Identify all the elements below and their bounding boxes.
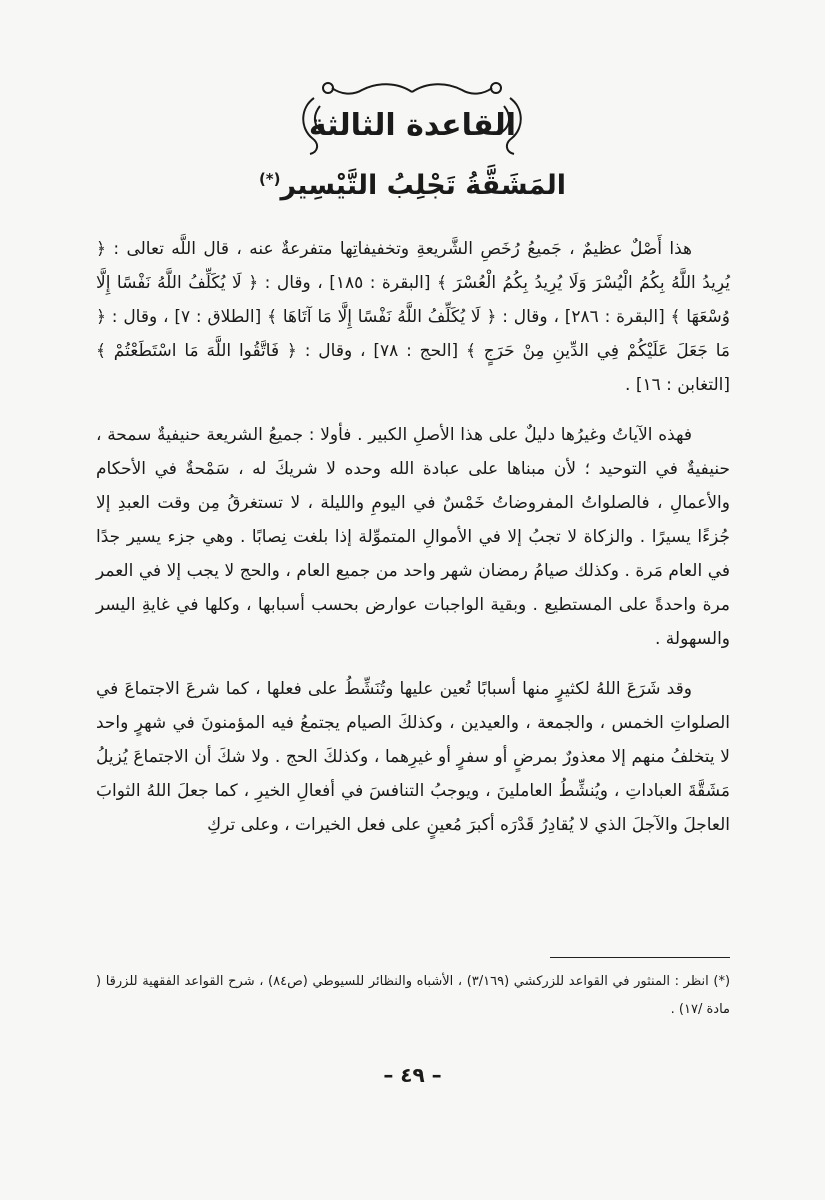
paragraph-3: وقد شَرَعَ اللهُ لكثيرٍ منها أسبابًا تُعين عليها وتُنَشِّطُ على فعلها ، كما شرعَ الاجتماعَ في الصلواتِ الخمس ، والجمعة ، والعيدين ، وكذلكَ الصيام يجتمعُ فيه المؤمنونَ في شهرٍ واحد لا يتخلفُ منهم إلا معذورٌ بمرضٍ أو سفرٍ أو غيرِهما ، وكذلكَ الحج . ولا شكَ أن الاجتماعَ يُزيلُ مَشَقَّةَ العباداتِ ، ويُنشِّطُ العاملينَ ، ويوجبُ التنافسَ في أفعالِ الخيرِ ، كما جعلَ اللهُ الثوابَ العاجلَ والآجلَ الذي لا يُقادِرُ قَدْرَه أكبرَ مُعينٍ على فعل الخيرات ، وعلى تركِ (96, 679, 730, 835)
footnote-marker: (*) (258, 170, 281, 188)
footnote-divider (550, 957, 730, 958)
body-text (96, 232, 730, 858)
footnote: (*) انظر : المنثور في القواعد للزركشي (٣/١٦٩) ، الأشباه والنظائر للسيوطي (ص٨٤) ، شرح القواعد الفقهية للزرقا ( مادة /١٧) . (96, 974, 731, 1017)
page-number: – ٤٩ – (383, 1063, 442, 1087)
paragraph-1: هذا أَصْلٌ عظيمٌ ، جَميعُ رُخَصِ الشَّريعةِ وتخفيفاتِها متفرعةٌ عنه ، قال اللَّه تعالى : ﴿ يُرِيدُ اللَّهُ بِكُمُ الْيُسْرَ وَلَا يُرِيدُ بِكُمُ الْعُسْرَ ﴾ [البقرة : ١٨٥] ، وقال : ﴿ لَا يُكَلِّفُ اللَّهُ نَفْسًا إِلَّا وُسْعَهَا ﴾ [البقرة : ٢٨٦] ، وقال : ﴿ لَا يُكَلِّفُ اللَّهُ نَفْسًا إِلَّا مَا آتَاهَا ﴾ [الطلاق : ٧] ، وقال : ﴿ مَا جَعَلَ عَلَيْكُمْ فِي الدِّينِ مِنْ حَرَجٍ ﴾ [الحج : ٧٨] ، وقال : ﴿ فَاتَّقُوا اللَّهَ مَا اسْتَطَعْتُمْ ﴾ [التغابن : ١٦] . (96, 239, 730, 395)
paragraph-2: فهذه الآياتُ وغيرُها دليلٌ على هذا الأصلِ الكبير . فأولا : جميعُ الشريعة حنيفيةٌ سمحة ، حنيفيةٌ في التوحيد ؛ لأن مبناها على عبادة الله وحده لا شريكَ له ، سَمْحةٌ في الأحكام والأعمالِ ، فالصلواتُ المفروضاتُ خَمْسٌ في اليومِ والليلة ، لا تستغرقُ مِن وقت العبدِ إلا جُزءًا يسيرًا . والزكاة لا تجبُ إلا في الأموالِ المتموِّلة إذا بلغت نِصابًا . وهي جزء يسير جدًا في العام مَرة . وكذلك صيامُ رمضان شهر واحد من جميع العام ، والحج لا يجب إلا في العمر مرة واحدةً على المستطيع . وبقية الواجبات عوارض بحسب أسبابها ، وكلها في غايةِ اليسر والسهولة . (96, 425, 730, 649)
page-title: القاعدة الثالثة (308, 108, 517, 143)
subtitle-text: المَشَقَّةُ تَجْلِبُ التَّيْسِير (280, 170, 567, 201)
page-subtitle (0, 170, 825, 201)
